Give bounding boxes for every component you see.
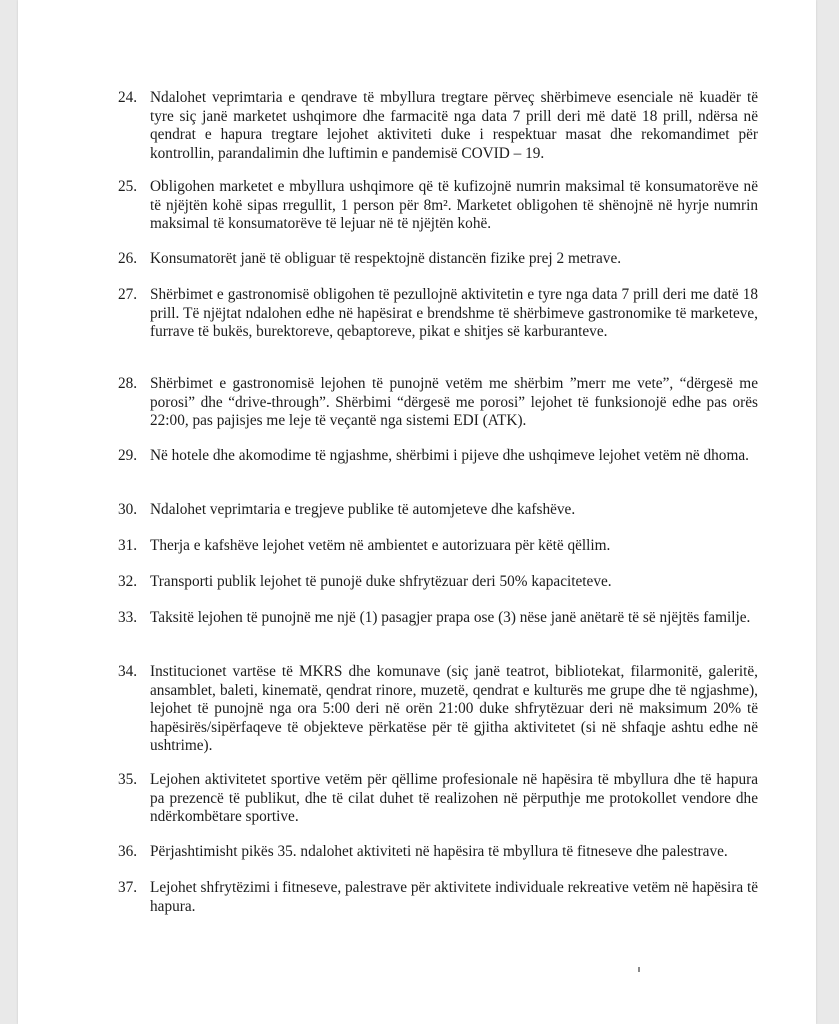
list-item: [118, 609, 758, 628]
item-text: Ndalohet veprimtaria e qendrave të mbyllura tregtare përveç shërbimeve esenciale në kuadër të tyre siç janë marketet ushqimore dhe farmacitë nga data 7 prill deri më datë 18 prill, ndërsa në qendrat e hapura tregtare lejohet aktiviteti duke i respektuar masat dhe rekomandimet për kontrollin, parandalimin dhe luftimin e pandemisë COVID – 19.: [150, 89, 758, 162]
item-text: Therja e kafshëve lejohet vetëm në ambientet e autorizuara për këtë qëllim.: [150, 537, 611, 554]
item-number: 34.: [118, 663, 138, 680]
item-number: 37.: [118, 879, 138, 896]
item-number: 32.: [118, 573, 138, 590]
list-item: [118, 537, 758, 556]
list-item: [118, 89, 758, 163]
item-number: 33.: [118, 609, 138, 626]
numbered-list: [18, 0, 816, 1024]
item-number: 24.: [118, 89, 138, 106]
item-text: Konsumatorët janë të obliguar të respektojnë distancën fizike prej 2 metrave.: [150, 250, 622, 267]
list-item: [118, 843, 758, 862]
list-item: [118, 573, 758, 592]
item-text: Taksitë lejohen të punojnë me një (1) pasagjer prapa ose (3) nëse janë anëtarë të së njëjtës familje.: [150, 609, 751, 626]
item-text: Lejohen aktivitetet sportive vetëm për qëllime profesionale në hapësira të mbyllura dhe të hapura pa prezencë të publikut, dhe të cilat duhet të realizohen në përputhje me protokollet vendore dhe ndërkombëtare sportive.: [150, 771, 758, 825]
item-text: Në hotele dhe akomodime të ngjashme, shërbimi i pijeve dhe ushqimeve lejohet vetëm në dhoma.: [150, 447, 749, 464]
item-text: Shërbimet e gastronomisë lejohen të punojnë vetëm me shërbim ”merr me vete”, “dërgesë me porosi” dhe “drive-through”. Shërbimi “dërgesë me porosi” lejohet të funksionojë edhe pas orës 22:00, pas pajisjes me leje të veçantë nga sistemi EDI (ATK).: [150, 375, 758, 429]
list-item: [118, 178, 758, 234]
document-page: [18, 0, 816, 1024]
stray-mark: [638, 967, 640, 972]
item-text: Përjashtimisht pikës 35. ndalohet aktiviteti në hapësira të mbyllura të fitneseve dhe palestrave.: [150, 843, 728, 860]
list-item: [118, 250, 758, 269]
list-item: [118, 663, 758, 756]
item-number: 36.: [118, 843, 138, 860]
item-number: 27.: [118, 286, 138, 303]
item-text: Transporti publik lejohet të punojë duke shfrytëzuar deri 50% kapaciteteve.: [150, 573, 612, 590]
list-item: [118, 879, 758, 916]
item-number: 25.: [118, 178, 138, 195]
item-text: Shërbimet e gastronomisë obligohen të pezullojnë aktivitetin e tyre nga data 7 prill deri me datë 18 prill. Të njëjtat ndalohen edhe në hapësirat e brendshme të shërbimeve gastronomike të marketeve, furrave të bukës, burektoreve, qebaptoreve, pikat e shitjes së karburanteve.: [150, 286, 758, 340]
list-item: [118, 501, 758, 520]
list-item: [118, 286, 758, 342]
list-item: [118, 375, 758, 431]
item-number: 29.: [118, 447, 138, 464]
list-item: [118, 771, 758, 827]
item-number: 35.: [118, 771, 138, 788]
item-text: Lejohet shfrytëzimi i fitneseve, palestrave për aktivitete individuale rekreative vetëm në hapësira të hapura.: [150, 879, 758, 915]
item-number: 26.: [118, 250, 138, 267]
item-text: Ndalohet veprimtaria e tregjeve publike të automjeteve dhe kafshëve.: [150, 501, 576, 518]
item-number: 30.: [118, 501, 138, 518]
item-number: 31.: [118, 537, 138, 554]
item-text: Institucionet vartëse të MKRS dhe komunave (siç janë teatrot, bibliotekat, filarmonitë, galeritë, ansamblet, baleti, kinematë, qendrat rinore, muzetë, qendrat e kulturës me grupe dhe të ngjashme), lejohet të punojnë nga ora 5:00 deri në orën 21:00 duke shfrytëzuar deri në maksimum 20% të hapësirës/sipërfaqeve të objekteve përkatëse për të gjitha aktivitetet (si në shfaqje ashtu edhe në ushtrime).: [150, 663, 758, 754]
item-number: 28.: [118, 375, 138, 392]
list-item: [118, 447, 758, 466]
item-text: Obligohen marketet e mbyllura ushqimore që të kufizojnë numrin maksimal të konsumatorëve në të njëjtën kohë sipas rregullit, 1 person për 8m². Marketet obligohen të shënojnë në hyrje numrin maksimal të konsumatorëve të lejuar në të njëjtën kohë.: [150, 178, 758, 232]
